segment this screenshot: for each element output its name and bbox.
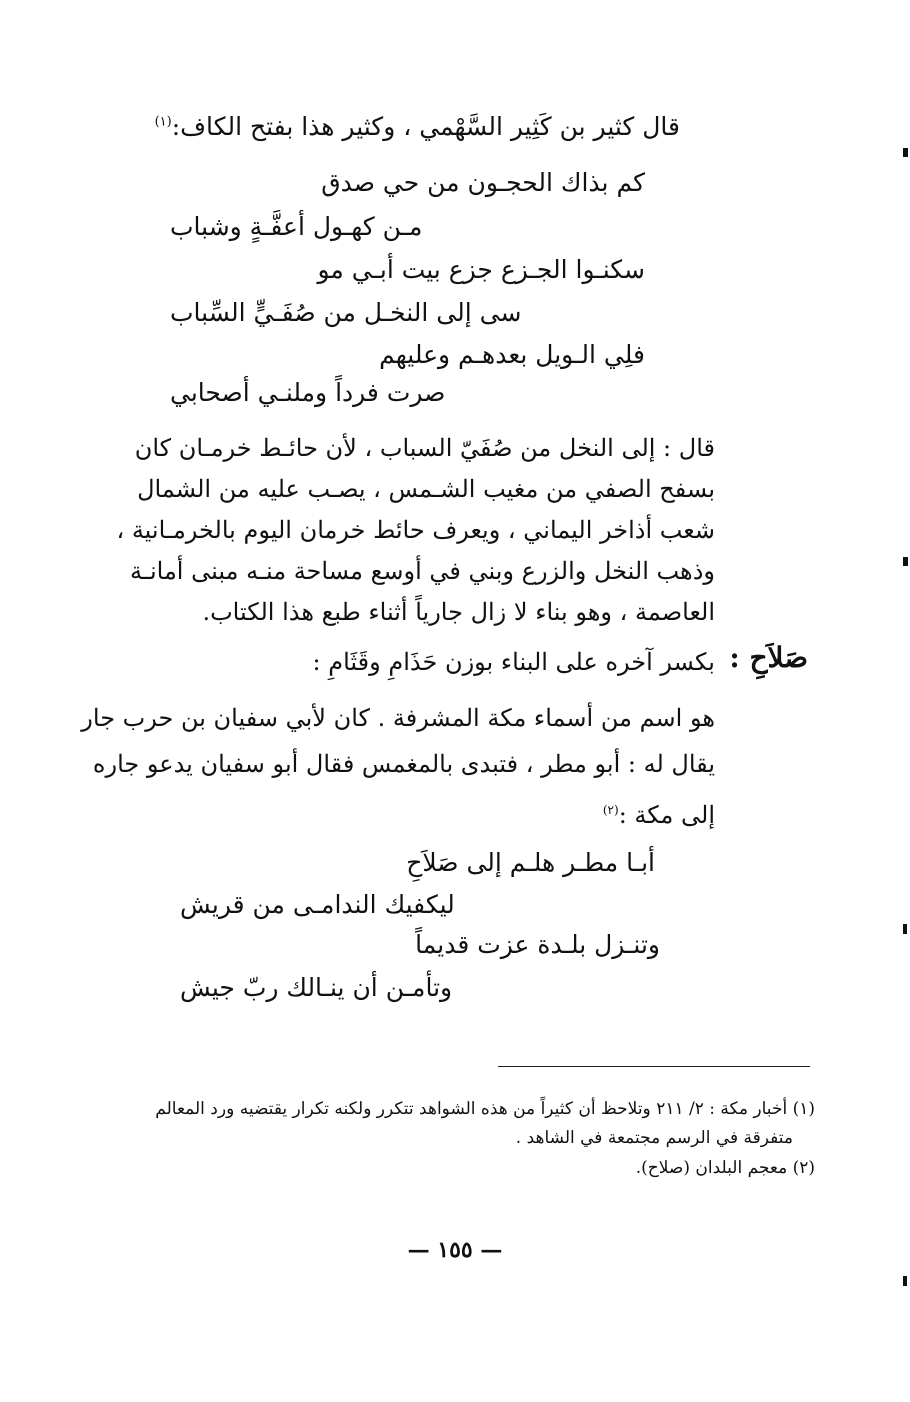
paragraph-1-line: العاصمة ، وهو بناء لا زال جارياً أثناء طبع هذا الكتاب. — [202, 598, 715, 626]
poem1-verse-3: سكنـوا الجـزع جزع بيت أبـي مو — [317, 255, 645, 284]
poem2-verse-2: ليكفيك الندامـى من قريش — [180, 890, 455, 919]
paragraph-2-line — [195, 787, 715, 838]
intro-line — [155, 112, 680, 141]
poem2-verse-3: وتنـزل بلـدة عزت قديماً — [415, 930, 660, 959]
scan-speck — [903, 924, 907, 934]
poem1-verse-4: سى إلى النخـل من صُفَـيٍّ السِّباب — [170, 298, 522, 327]
poem1-verse-2: مـن كهـول أعفَّـةٍ وشباب — [170, 212, 423, 241]
paragraph-2 — [81, 695, 715, 838]
paragraph-2-line: هو اسم من أسماء مكة المشرفة . كان لأبي سفيان بن حرب جار — [81, 704, 715, 732]
footnote-1-continuation: متفرقة في الرسم مجتمعة في الشاهد . — [515, 1128, 793, 1148]
entry-definition: بكسر آخره على البناء بوزن حَذَامِ وقَثَامِ : — [312, 648, 715, 676]
scan-speck — [903, 148, 908, 157]
paragraph-1-line: شعب أذاخر اليماني ، ويعرف حائط خرمان اليوم بالخرمـانية ، — [116, 516, 715, 544]
page-number: — ١٥٥ — — [407, 1237, 503, 1263]
entry-headword: صَلاَحِ : — [729, 641, 808, 674]
paragraph-1-line: وذهب النخل والزرع وبني في أوسع مساحة منـه مبنى أمانـة — [130, 557, 715, 585]
footnote-ref-1: (١) — [154, 114, 172, 130]
scan-speck — [903, 557, 908, 566]
paragraph-2-line: يقال له : أبو مطر ، فتبدى بالمغمس فقال أبو سفيان يدعو جاره — [92, 750, 715, 778]
intro-text: قال كثير بن كَثِير السَّهْمي ، وكثير هذا بفتح الكاف: — [171, 112, 680, 141]
scan-speck — [903, 1276, 907, 1286]
paragraph-1-line: قال : إلى النخل من صُفَيّ السباب ، لأن حائـط خرمـان كان — [134, 434, 715, 462]
paragraph-2-last-text: إلى مكة : — [618, 801, 715, 829]
poem1-verse-5: فلِي الـويل بعدهـم وعليهم — [379, 340, 645, 369]
footnote-ref-2: (٢) — [602, 803, 619, 817]
paragraph-1 — [116, 428, 715, 633]
poem2-verse-1: أبـا مطـر هلـم إلى صَلاَحِ — [406, 848, 655, 877]
footnote-2: (٢) معجم البلدان (صلاح). — [635, 1158, 815, 1178]
footnote-separator — [498, 1066, 810, 1067]
poem2-verse-4: وتأمـن أن ينـالك ربّ جيش — [180, 973, 453, 1002]
paragraph-1-line: بسفح الصفي من مغيب الشـمس ، يصـب عليه من الشمال — [137, 475, 715, 503]
poem1-verse-1: كم بذاك الحجـون من حي صدق — [321, 168, 645, 197]
footnote-1: (١) أخبار مكة : ٢/ ٢١١ وتلاحظ أن كثيراً من هذه الشواهد تتكرر ولكنه تكرار يقتضيه ورد المعالم — [155, 1099, 815, 1119]
poem1-verse-6: صرت فرداً وملنـي أصحابي — [170, 378, 446, 407]
